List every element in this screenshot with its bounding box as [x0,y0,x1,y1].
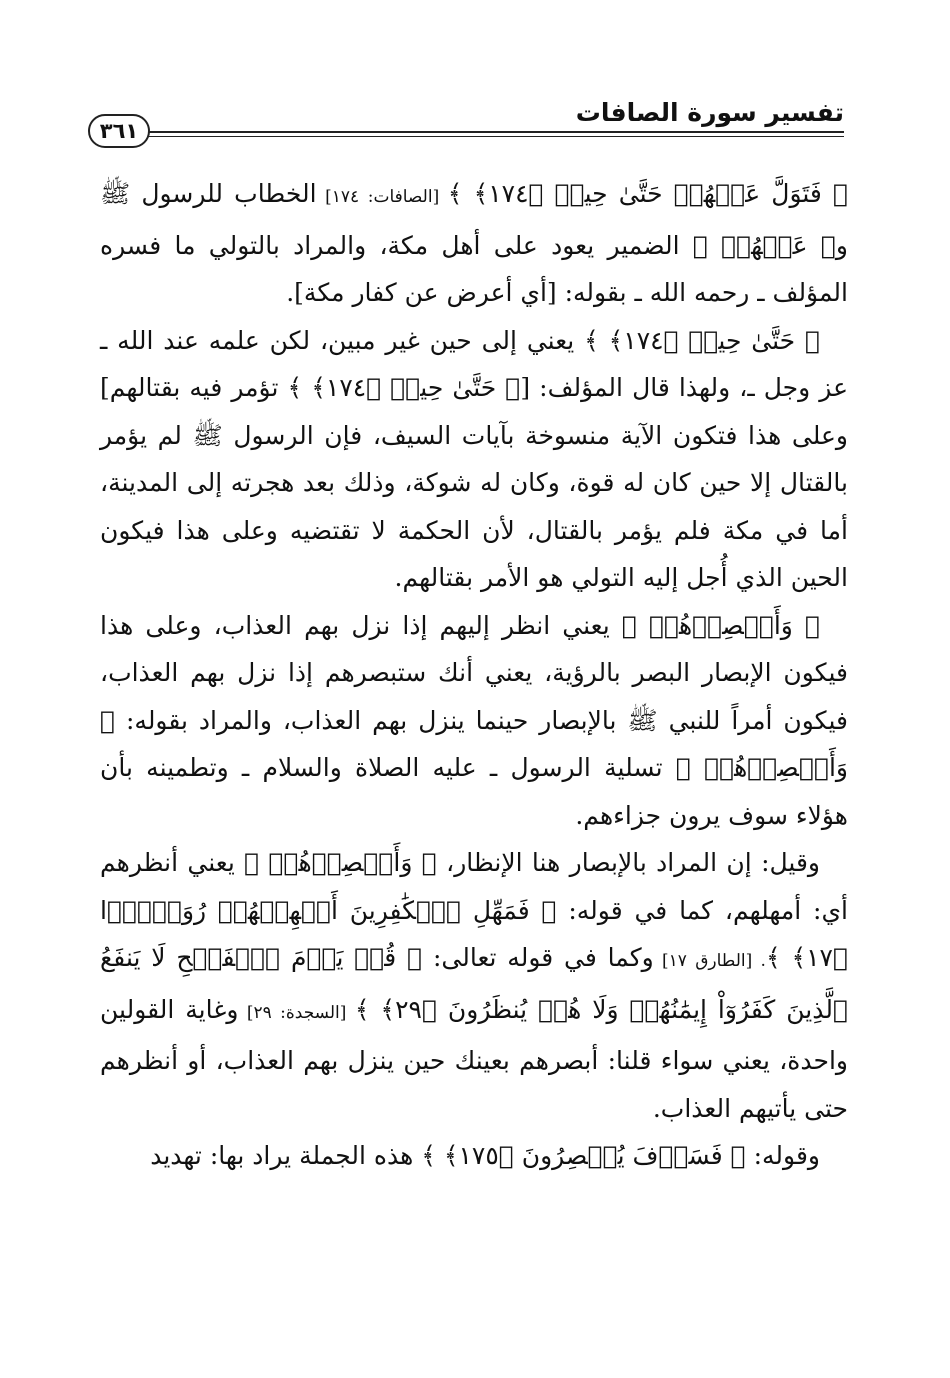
quran-verse: ﴿ وَأَبۡصِرۡهُمۡ ﴾ [244,848,437,877]
quran-verse: ﴿ عَنۡهُمۡ ﴾ [692,230,836,260]
verse-reference: [الصافات: ١٧٤] [316,187,448,207]
paragraph-text: وكما في قوله تعالى: [422,943,654,972]
paragraph-text: وقيل: إن المراد بالإبصار هنا الإنظار، [436,848,820,877]
quran-verse: ﴿ فَتَوَلَّ عَنۡهُمۡ حَتَّىٰ حِينٖ ﴿١٧٤﴾ ﴾ [447,179,848,208]
paragraph-text: هذه الجملة يراد بها: تهديد [150,1141,422,1170]
paragraph-text: يعني إلى حين غير مبين، لكن علمه عند الله ـ عز وجل ـ، ولهذا قال المؤلف: [ [100,325,848,402]
quran-verse: ﴿ قُلۡ يَوۡمَ ٱلۡفَتۡحِ لَا يَنفَعُ ٱلَّذِينَ كَفَرُوٓاْ إِيمَٰنُهُمۡ وَلَا هُمۡ يُنظَرُونَ ﴿٢٩﴾ ﴾ [100,943,848,1024]
paragraph [100,170,848,317]
paragraph-text: وغاية القولين واحدة، يعني سواء قلنا: أبصرهم بعينك حين ينزل بهم العذاب، أو أنظرهم حتى يأتيهم العذاب. [100,994,848,1123]
quran-verse: ﴿ حَتَّىٰ حِينٖ ﴿١٧٤﴾ ﴾ [287,373,521,402]
verse-reference: . [الطارق ١٧] [653,951,766,971]
paragraph-text: يعني انظر إليهم إذا نزل بهم العذاب، وعلى هذا فيكون الإبصار البصر بالرؤية، يعني أنك ستبصرهم إذا نزل بهم العذاب، فيكون أمراً للنبي ﷺ بالإبصار حينما ينزل بهم العذاب، والمراد بقوله: [100,610,848,735]
quran-verse: ﴿ فَسَوۡفَ يُبۡصِرُونَ ﴿١٧٥﴾ ﴾ [421,1141,746,1170]
paragraph-text: الخطاب للرسول ﷺ و [100,179,848,260]
header-rule [148,131,844,137]
quran-verse: ﴿ حَتَّىٰ حِينٖ ﴿١٧٤﴾ ﴾ [584,325,820,355]
paragraph-text: تسلية الرسول ـ عليه الصلاة والسلام ـ وتطمينه بأن هؤلاء سوف يرون جزاءهم. [100,753,848,830]
page-header [88,98,844,148]
verse-reference: [السجدة: ٢٩] [238,1002,355,1023]
paragraph-text: وقوله: [745,1141,820,1170]
page-title: تفسير سورة الصافات [575,98,844,127]
quran-verse: ﴿ فَمَهِّلِ ٱلۡكَٰفِرِينَ أَمۡهِلۡهُمۡ رُوَيۡدَۢا ﴿١٧﴾ ﴾ [100,895,848,972]
quran-verse: ﴿ وَأَبۡصِرۡهُمۡ ﴾ [100,705,849,782]
paragraph-text: يعني أنظرهم أي: أمهلهم، كما في قوله: [100,848,848,925]
quran-verse: ﴿ وَأَبۡصِرۡهُمۡ ﴾ [621,610,821,640]
paragraph [100,839,848,1132]
paragraph [100,1132,848,1180]
paragraph [100,602,848,840]
paragraph [100,317,848,602]
paragraph-text: تؤمر فيه بقتالهم] وعلى هذا فتكون الآية منسوخة بآيات السيف، فإن الرسول ﷺ لم يؤمر بالقتال إلا حين كان له قوة، وكان له شوكة، وذلك بعد هجرته إلى المدينة، أما في مكة فلم يؤمر بالقتال، لأن الحكمة لا تقتضيه وعلى هذا فيكون الحين الذي أُجل إليه التولي هو الأمر بقتالهم. [100,373,848,592]
paragraph-text: الضمير يعود على أهل مكة، والمراد بالتولي ما فسره المؤلف ـ رحمه الله ـ بقوله: [أي أعرض عن كفار مكة]. [100,230,848,307]
page-body [100,170,848,1180]
page-number: ٣٦١ [88,114,150,148]
